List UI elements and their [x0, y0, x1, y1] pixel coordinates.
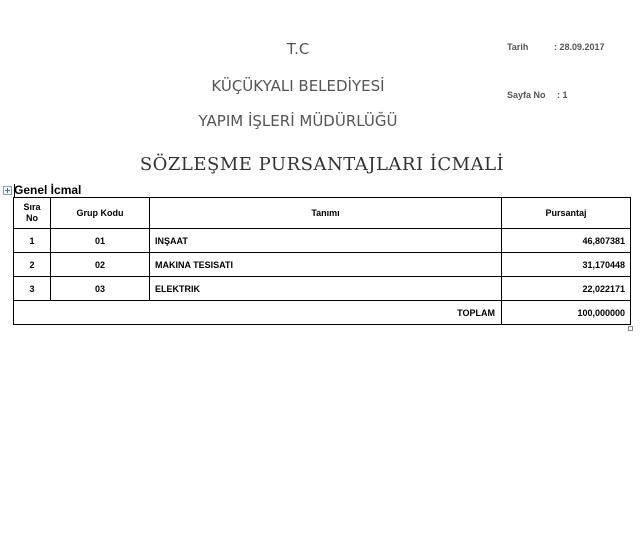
total-value: 100,000000 — [502, 301, 631, 325]
row-group-code: 03 — [51, 277, 150, 301]
date-label: Tarih — [507, 42, 529, 52]
header-definition: Tanımı — [150, 198, 502, 229]
header-row-number-line2: No — [26, 213, 38, 223]
row-group-code: 01 — [51, 229, 150, 253]
header-department: YAPIM İŞLERİ MÜDÜRLÜĞÜ — [198, 112, 398, 130]
header-tc: T.C — [286, 40, 310, 58]
table-row — [14, 277, 631, 301]
table-row — [14, 253, 631, 277]
header-municipality: KÜÇÜKYALI BELEDİYESİ — [211, 77, 385, 95]
table-row — [14, 229, 631, 253]
header-row-number — [14, 198, 51, 229]
total-label: TOPLAM — [150, 301, 502, 325]
row-number: 2 — [14, 253, 51, 277]
row-percentage: 22,022171 — [502, 277, 631, 301]
document-title: SÖZLEŞME PURSANTAJLARI İCMALİ — [139, 154, 505, 175]
page-number-value: : 1 — [557, 90, 568, 100]
row-number: 3 — [14, 277, 51, 301]
row-definition: INŞAAT — [150, 229, 502, 253]
page-number-label: Sayfa No — [507, 90, 546, 100]
date-value: : 28.09.2017 — [554, 42, 605, 52]
row-percentage: 46,807381 — [502, 229, 631, 253]
row-definition: ELEKTRIK — [150, 277, 502, 301]
header-percentage: Pursantaj — [502, 198, 631, 229]
table-move-handle-icon[interactable] — [3, 186, 12, 195]
table-resize-handle-icon[interactable] — [628, 326, 633, 331]
header-row-number-line1: Sıra — [23, 202, 41, 212]
row-number: 1 — [14, 229, 51, 253]
total-blank-cell — [14, 301, 150, 325]
section-title[interactable]: Genel İcmal — [14, 183, 82, 197]
row-percentage: 31,170448 — [502, 253, 631, 277]
header-group-code: Grup Kodu — [51, 198, 150, 229]
table-header-row — [14, 198, 631, 229]
summary-table — [13, 197, 631, 325]
table-total-row — [14, 301, 631, 325]
row-definition: MAKINA TESISATI — [150, 253, 502, 277]
row-group-code: 02 — [51, 253, 150, 277]
